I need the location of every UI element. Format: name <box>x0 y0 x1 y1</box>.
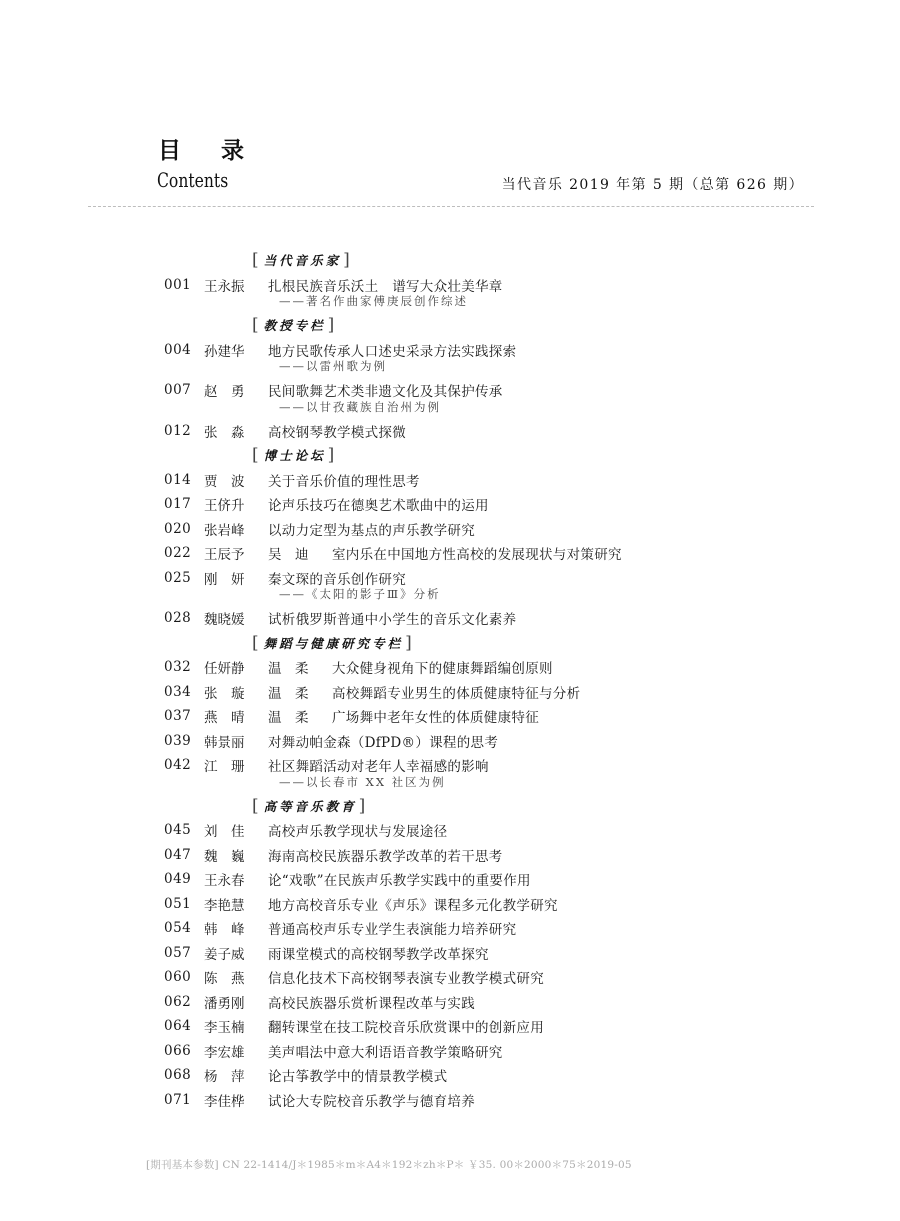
authors <box>204 519 268 539</box>
author-name: 张 淼 <box>204 424 245 441</box>
article-title: 地方高校音乐专业《声乐》课程多元化教学研究 <box>268 897 558 914</box>
page-number: 045 <box>164 822 192 839</box>
author-name: 韩景丽 <box>204 734 245 751</box>
bracket-left: [ <box>252 795 259 816</box>
page-number: 060 <box>164 969 192 986</box>
toc-entry[interactable] <box>164 916 844 941</box>
bracket-right: ] <box>343 250 350 271</box>
article-title: 信息化技术下高校钢琴表演专业教学模式研究 <box>268 971 544 988</box>
authors <box>204 568 268 588</box>
toc-entry[interactable] <box>164 606 844 631</box>
author-name: 王辰予 <box>204 547 245 564</box>
article-title: 论声乐技巧在德奥艺术歌曲中的运用 <box>268 498 489 515</box>
toc-entry[interactable] <box>164 655 844 680</box>
page-number: 004 <box>164 341 192 358</box>
author-name: 王永振 <box>204 278 245 295</box>
toc-entry[interactable] <box>164 517 844 542</box>
authors <box>204 869 268 889</box>
author-name: 刚 妍 <box>204 571 245 588</box>
toc-entry[interactable] <box>164 729 844 754</box>
authors <box>204 1065 268 1085</box>
authors <box>204 682 332 702</box>
bracket-left: [ <box>252 445 259 466</box>
article-title: 海南高校民族器乐教学改革的若干思考 <box>268 848 503 865</box>
page-number: 014 <box>164 471 192 488</box>
toc-entry[interactable] <box>164 492 844 517</box>
page-number: 062 <box>164 993 192 1010</box>
table-of-contents <box>164 248 844 1112</box>
toc-entry[interactable] <box>164 1039 844 1064</box>
article-title: 高校民族器乐赏析课程改革与实践 <box>268 995 475 1012</box>
article-title: 美声唱法中意大利语语音教学策略研究 <box>268 1044 503 1061</box>
author-name: 温 柔 <box>268 685 309 702</box>
page-number: 025 <box>164 569 192 586</box>
toc-entry[interactable] <box>164 941 844 966</box>
author-name: 温 柔 <box>268 661 309 678</box>
authors <box>204 421 268 441</box>
section-heading <box>252 313 844 338</box>
article-title: 论“戏歌”在民族声乐教学实践中的重要作用 <box>268 873 531 890</box>
page-number: 051 <box>164 895 192 912</box>
author-name: 杨 萍 <box>204 1069 245 1086</box>
author-name: 刘 佳 <box>204 824 245 841</box>
article-title: 试论大专院校音乐教学与德育培养 <box>268 1093 475 1110</box>
article-title: 秦文琛的音乐创作研究 <box>268 571 406 588</box>
toc-entry[interactable] <box>164 867 844 892</box>
authors <box>204 608 268 628</box>
section-title: 教授专栏 <box>263 318 326 334</box>
author-name: 魏 巍 <box>204 848 245 865</box>
page-number: 071 <box>164 1091 192 1108</box>
article-title: 雨课堂模式的高校钢琴教学改革探究 <box>268 946 489 963</box>
toc-entry[interactable] <box>164 541 844 566</box>
page-number: 034 <box>164 683 192 700</box>
article-title: 社区舞蹈活动对老年人幸福感的影响 <box>268 759 489 776</box>
article-title: 大众健身视角下的健康舞蹈编创原则 <box>332 661 553 678</box>
page-number: 032 <box>164 659 192 676</box>
section-title: 当代音乐家 <box>263 253 342 269</box>
article-title: 以动力定型为基点的声乐教学研究 <box>268 522 475 539</box>
page-number: 054 <box>164 920 192 937</box>
page-number: 042 <box>164 757 192 774</box>
bracket-left: [ <box>252 632 259 653</box>
section-heading <box>252 631 844 656</box>
page-number: 049 <box>164 871 192 888</box>
journal-parameters-footer: [期刊基本参数] CN 22-1414/J＊1985＊m＊A4＊192＊zh＊P＊ ￥35. 00＊2000＊75＊2019-05 <box>146 1159 632 1171</box>
bracket-right: ] <box>327 315 335 336</box>
article-subtitle: ——以雷州歌为例 <box>279 359 387 373</box>
authors <box>204 380 268 400</box>
author-name: 赵 勇 <box>204 384 245 401</box>
author-name: 吴 迪 <box>268 547 309 564</box>
authors <box>204 706 332 726</box>
article-title: 民间歌舞艺术类非遗文化及其保护传承 <box>268 384 503 401</box>
page-number: 068 <box>164 1067 192 1084</box>
authors <box>204 845 268 865</box>
page-number: 001 <box>164 276 192 293</box>
author-name: 姜子威 <box>204 946 245 963</box>
toc-entry[interactable] <box>164 1088 844 1113</box>
page-number: 047 <box>164 846 192 863</box>
section-heading <box>252 443 844 468</box>
article-title: 高校钢琴教学模式探微 <box>268 424 406 441</box>
authors <box>204 992 268 1012</box>
author-name: 韩 峰 <box>204 922 245 939</box>
author-name: 燕 晴 <box>204 710 245 727</box>
section-title: 博士论坛 <box>263 448 326 464</box>
article-subtitle: ——以长春市 XX 社区为例 <box>279 774 446 789</box>
page-number: 022 <box>164 545 192 562</box>
article-title: 普通高校声乐专业学生表演能力培养研究 <box>268 922 517 939</box>
author-name: 江 珊 <box>204 759 245 776</box>
toc-entry[interactable] <box>164 843 844 868</box>
page-number: 017 <box>164 496 192 513</box>
section-heading <box>252 248 844 273</box>
section-title: 舞蹈与健康研究专栏 <box>263 635 404 651</box>
article-title: 翻转课堂在技工院校音乐欣赏课中的创新应用 <box>268 1020 544 1037</box>
page-number: 012 <box>164 422 192 439</box>
section-title: 高等音乐教育 <box>263 798 357 814</box>
page-number: 057 <box>164 944 192 961</box>
author-name: 温 柔 <box>268 710 309 727</box>
authors <box>204 967 268 987</box>
author-name: 王永春 <box>204 873 245 890</box>
page-number: 028 <box>164 610 192 627</box>
article-subtitle: ——以甘孜藏族自治州为例 <box>279 399 441 414</box>
authors <box>204 657 332 677</box>
authors <box>204 755 268 775</box>
bracket-right: ] <box>358 795 366 816</box>
article-title: 高校声乐教学现状与发展途径 <box>268 824 448 841</box>
bracket-left: [ <box>252 250 259 271</box>
author-name: 李艳慧 <box>204 897 245 914</box>
toc-entry[interactable] <box>164 818 844 843</box>
article-title: 论古筝教学中的情景教学模式 <box>268 1069 448 1086</box>
authors <box>204 820 268 840</box>
author-name: 孙建华 <box>204 343 245 360</box>
article-title: 对舞动帕金森（DfPD®）课程的思考 <box>268 734 499 751</box>
article-title: 关于音乐价值的理性思考 <box>268 473 420 490</box>
author-name: 陈 燕 <box>204 971 245 988</box>
authors <box>204 918 268 938</box>
authors <box>204 1041 268 1061</box>
article-subtitle: ——著名作曲家傅庚辰创作综述 <box>279 294 468 308</box>
author-name: 任妍静 <box>204 661 245 678</box>
bracket-right: ] <box>327 445 335 466</box>
author-name: 李玉楠 <box>204 1020 245 1037</box>
contents-heading: Contents <box>157 168 229 192</box>
authors <box>204 731 268 751</box>
toc-entry[interactable] <box>164 965 844 990</box>
author-name: 张 璇 <box>204 685 245 702</box>
authors <box>204 494 268 514</box>
toc-entry[interactable] <box>164 680 844 705</box>
authors <box>204 894 268 914</box>
toc-entry[interactable] <box>164 468 844 493</box>
toc-entry[interactable] <box>164 1014 844 1039</box>
authors <box>204 1016 268 1036</box>
authors <box>204 275 268 295</box>
article-subtitle: ——《太阳的影子Ⅲ》分析 <box>279 587 441 601</box>
page-title: 目 录 <box>158 138 261 164</box>
author-name: 张岩峰 <box>204 522 245 539</box>
authors <box>204 340 268 360</box>
authors <box>204 543 332 563</box>
author-name: 魏晓媛 <box>204 612 245 629</box>
article-title: 高校舞蹈专业男生的体质健康特征与分析 <box>332 685 581 702</box>
page-number: 064 <box>164 1018 192 1035</box>
page-number: 007 <box>164 382 192 399</box>
toc-entry[interactable] <box>164 892 844 917</box>
toc-entry[interactable] <box>164 419 844 444</box>
page-number: 039 <box>164 732 192 749</box>
author-name: 李佳桦 <box>204 1093 245 1110</box>
authors <box>204 943 268 963</box>
toc-entry[interactable] <box>164 1063 844 1088</box>
toc-entry[interactable] <box>164 990 844 1015</box>
authors <box>204 470 268 490</box>
issue-info: 当代音乐 2019 年第 5 期（总第 626 期） <box>501 177 804 193</box>
article-title: 室内乐在中国地方性高校的发展现状与对策研究 <box>332 547 622 564</box>
author-name: 潘勇刚 <box>204 995 245 1012</box>
authors <box>204 1090 268 1110</box>
author-name: 王侪升 <box>204 498 245 515</box>
article-title: 扎根民族音乐沃土 谱写大众壮美华章 <box>268 278 503 295</box>
author-name: 李宏雄 <box>204 1044 245 1061</box>
page-number: 020 <box>164 520 192 537</box>
page-number: 066 <box>164 1042 192 1059</box>
section-heading <box>252 794 844 819</box>
bracket-right: ] <box>405 632 412 653</box>
divider <box>88 206 814 207</box>
bracket-left: [ <box>252 315 259 336</box>
article-title: 地方民歌传承人口述史采录方法实践探索 <box>268 343 517 360</box>
article-title: 广场舞中老年女性的体质健康特征 <box>332 710 539 727</box>
page-number: 037 <box>164 708 192 725</box>
author-name: 贾 波 <box>204 473 245 490</box>
article-title: 试析俄罗斯普通中小学生的音乐文化素养 <box>268 612 517 629</box>
toc-entry[interactable] <box>164 704 844 729</box>
